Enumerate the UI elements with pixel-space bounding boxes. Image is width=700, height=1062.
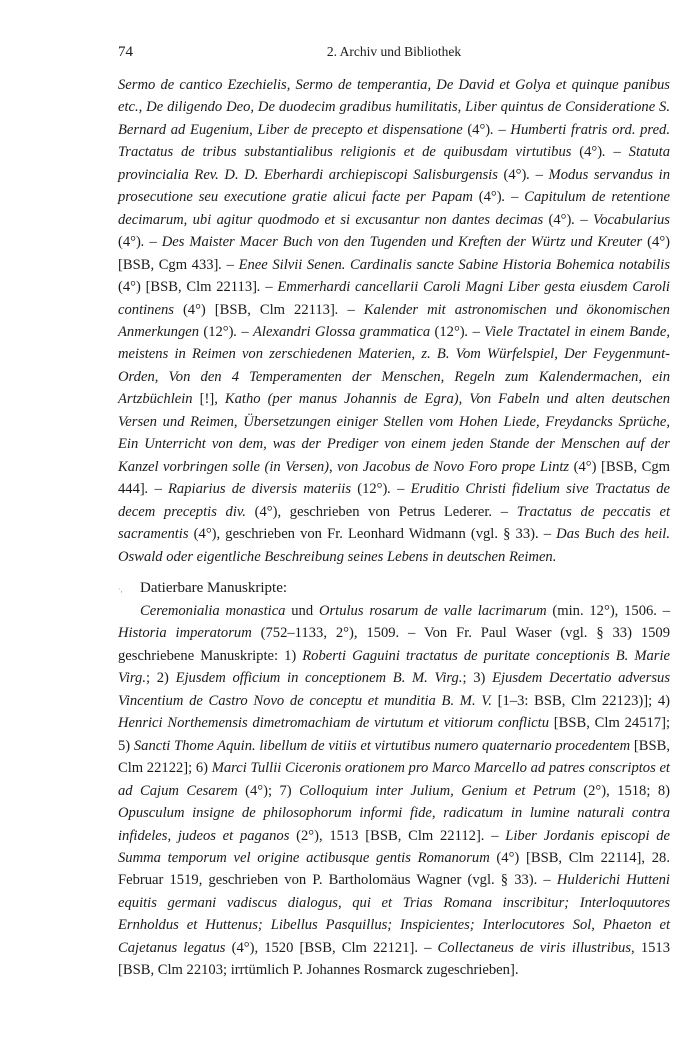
running-head: 2. Archiv und Bibliothek: [326, 44, 462, 59]
section2-paragraph: Ceremonialia monastica und Ortulus rosarum de valle lacrimarum (min. 12°), 1506. – Historia imperatorum (752–1133, 2°), 1509. – Von Fr. Paul Waser (vgl. § 33) 1509 geschriebene Manuskripte: 1) Roberti Gaguini tractatus de puritate conceptionis B. Marie Virg.; 2) Ejusdem officium in conceptionem B. M. Virg.; 3) Ejusdem Decertatio adversus Vincentium de Castro Novo de conceptu et munditia B. M. V. [1–3: BSB, Clm 22123)]; 4) Henrici Northemensis dimetromachiam de virtutum et vitiorum conflictu [BSB, Clm 24517]; 5) Sancti Thome Aquin. libellum de vitiis et virtutibus numero quaternario procedentem [BSB, Clm 22122]; 6) Marci Tullii Ciceronis orationem pro Marco Marcello ad patres conscriptos et ad Cajum Cesarem (4°); 7) Colloquium inter Julium, Genium et Petrum (2°), 1518; 8) Opusculum insigne de philosophorum informi fide, radicatum in lumine naturali contra infideles, judeos et paganos (2°), 1513 [BSB, Clm 22112]. – Liber Jordanis episcopi de Summa temporum vel origine actibusque gentis Romanorum (4°) [BSB, Clm 22114], 28. Februar 1519, geschrieben von P. Bartholomäus Wagner (vgl. § 33). – Hulderichi Hutteni equitis germani vadiscus dialogus, qui et Trias Romana inscribitur; Interloquutores Ernholdus et Huttenus; Libellus Pasquillus; Inspicientes; Interlocutores Sol, Phaeton et Cajetanus legatus (4°), 1520 [BSB, Clm 22121]. – Collectaneus de viris illustribus, 1513 [BSB, Clm 22103; irrtümlich P. Johannes Rosmarck zugeschrieben].: [118, 602, 671, 979]
section1-paragraph: Sermo de cantico Ezechielis, Sermo de temperantia, De David et Golya et quinque panibus etc., De diligendo Deo, De duodecim gradibus humilitatis, Liber quintus de Consideratione S. Bernard ad Eugenium, Liber de precepto et dispensatione (4°). – Humberti fratris ord. pred. Tractatus de tribus substantialibus religionis et de quibusdam virtutibus (4°). – Statuta provincialia Rev. D. D. Eberhardi archiepiscopi Salisburgensis (4°). – Modus servandus in prosecutione seu executione gratie alicui facte per Papam (4°). – Capitulum de retentione decimarum, ubi agitur quodmodo et si excusantur non dantes decimas (4°). – Vocabularius (4°). – Des Maister Macer Buch von den Tugenden und Kreften der Würtz und Kreuter (4°) [BSB, Cgm 433]. – Enee Silvii Senen. Cardinalis sancte Sabine Historia Bohemica notabilis (4°) [BSB, Clm 22113]. – Emmerhardi cancellarii Caroli Magni Liber gesta eiusdem Caroli continens (4°) [BSB, Clm 22113]. – Kalender mit astronomischen und ökonomischen Anmerkungen (12°). – Alexandri Glossa grammatica (12°). – Viele Tractatel in einem Bande, meistens in Reimen von zerschiedenen Materien, z. B. Vom Würfelspiel, Der Feygenmunt-Orden, Von den 4 Temperamenten der Menschen, Regeln zum Kalendermachen, ein Artzbüchlein [!], Katho (per manus Johannis de Egra), Von Fabeln und alten deutschen Versen und Reimen, Übersetzungen einiger Stellen vom Hohen Liede, Freydancks Sprüche, Ein Unterricht von dem, was der Prediger von einem jeden Stande der Menschen auf der Kanzel vorbringen solle (in Versen), von Jacobus de Novo Foro prope Lintz (4°) [BSB, Cgm 444]. – Rapiarius de diversis materiis (12°). – Eruditio Christi fidelium sive Tractatus de decem preceptis div. (4°), geschrieben von Petrus Lederer. – Tractatus de peccatis et sacramentis (4°), geschrieben von Fr. Leonhard Widmann (vgl. § 33). – Das Buch des heil. Oswald oder eigentliche Beschreibung seines Lebens in deutschen Reimen.: [118, 77, 671, 565]
dated-manuscripts: [118, 600, 670, 982]
section-heading-text: Datierbare Manuskripte:: [140, 579, 288, 596]
manuscript-list-italic: [118, 74, 670, 568]
section-heading: [118, 576, 670, 600]
page-number: 74: [118, 44, 133, 60]
margin-mark-icon: ·,: [118, 584, 123, 594]
page-header: [118, 44, 670, 66]
book-page: [118, 44, 670, 982]
